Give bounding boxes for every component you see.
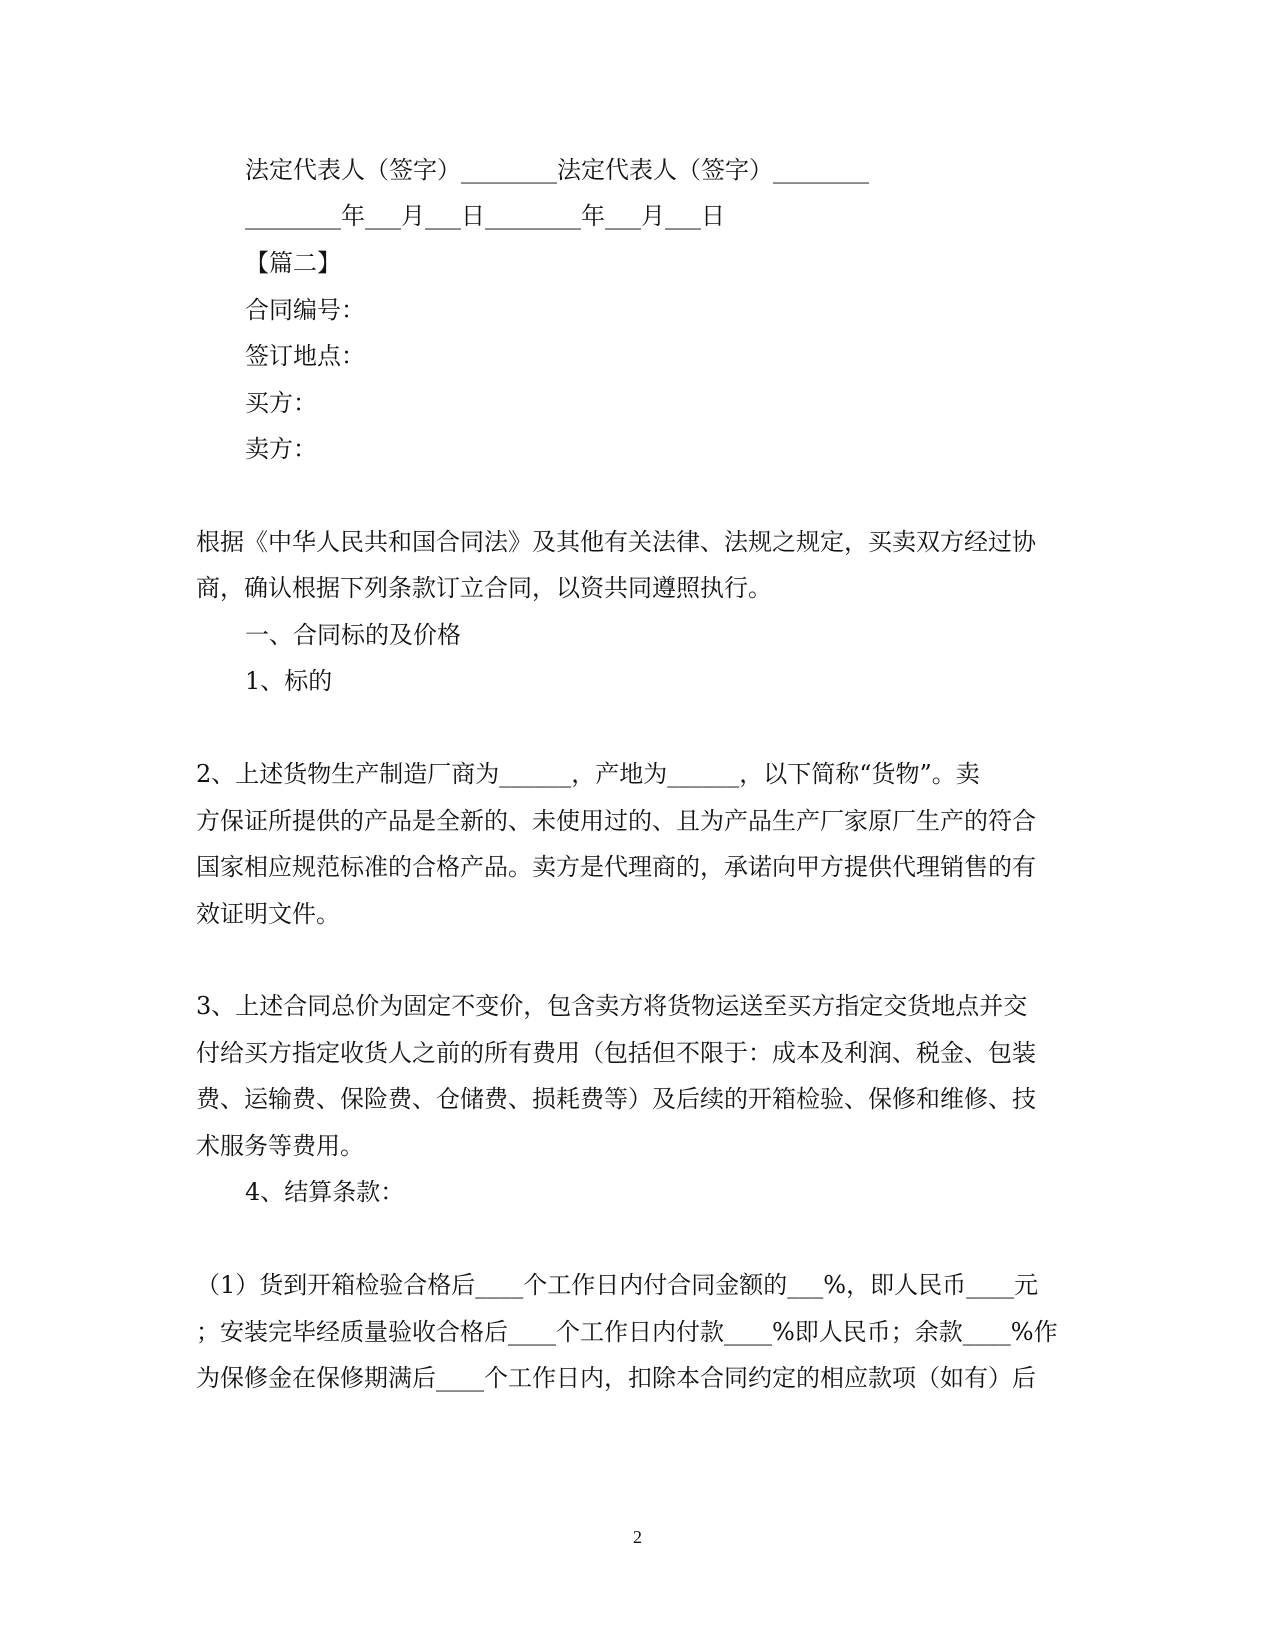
clause-2-line: 国家相应规范标准的合格产品。卖方是代理商的，承诺向甲方提供代理销售的有 (196, 853, 1036, 881)
clause-4-line: ；安装完毕经质量验收合格后____个工作日内付款____%即人民币；余款____%作 (196, 1318, 1058, 1346)
clause-1-title: 一、合同标的及价格 (245, 621, 461, 649)
sign-place-label: 签订地点： (245, 342, 365, 370)
contract-number-label: 合同编号： (245, 296, 365, 324)
section-heading: 【篇二】 (245, 249, 341, 277)
clause-4-line: 为保修金在保修期满后____个工作日内，扣除本合同约定的相应款项（如有）后 (196, 1364, 1036, 1392)
signature-date-line: ________年___月___日________年___月___日 (245, 202, 725, 230)
clause-2-line: 效证明文件。 (196, 900, 340, 928)
clause-3-line: 3、上述合同总价为固定不变价，包含卖方将货物运送至买方指定交货地点并交 (196, 992, 1028, 1020)
clause-3-line: 术服务等费用。 (196, 1132, 364, 1160)
clause-4-title: 4、结算条款： (245, 1178, 405, 1206)
clause-3-line: 费、运输费、保险费、仓储费、损耗费等）及后续的开箱检验、保修和维修、技 (196, 1085, 1036, 1113)
intro-paragraph-line: 根据《中华人民共和国合同法》及其他有关法律、法规之规定，买卖双方经过协 (196, 528, 1036, 556)
intro-paragraph-line: 商，确认根据下列条款订立合同，以资共同遵照执行。 (196, 574, 772, 602)
page-number: 2 (633, 1527, 642, 1547)
clause-4-line: （1）货到开箱检验合格后____个工作日内付合同金额的___%，即人民币____元 (196, 1271, 1039, 1299)
seller-label: 卖方： (245, 435, 317, 463)
buyer-label: 买方： (245, 389, 317, 417)
clause-3-line: 付给买方指定收货人之前的所有费用（包括但不限于：成本及利润、税金、包装 (196, 1039, 1036, 1067)
clause-2-line: 方保证所提供的产品是全新的、未使用过的、且为产品生产厂家原厂生产的符合 (196, 807, 1036, 835)
signature-line: 法定代表人（签字）________法定代表人（签字）________ (245, 156, 869, 184)
clause-2-line: 2、上述货物生产制造厂商为______，产地为______，以下简称“货物”。卖 (196, 760, 980, 788)
clause-1-item-1: 1、标的 (245, 667, 333, 695)
